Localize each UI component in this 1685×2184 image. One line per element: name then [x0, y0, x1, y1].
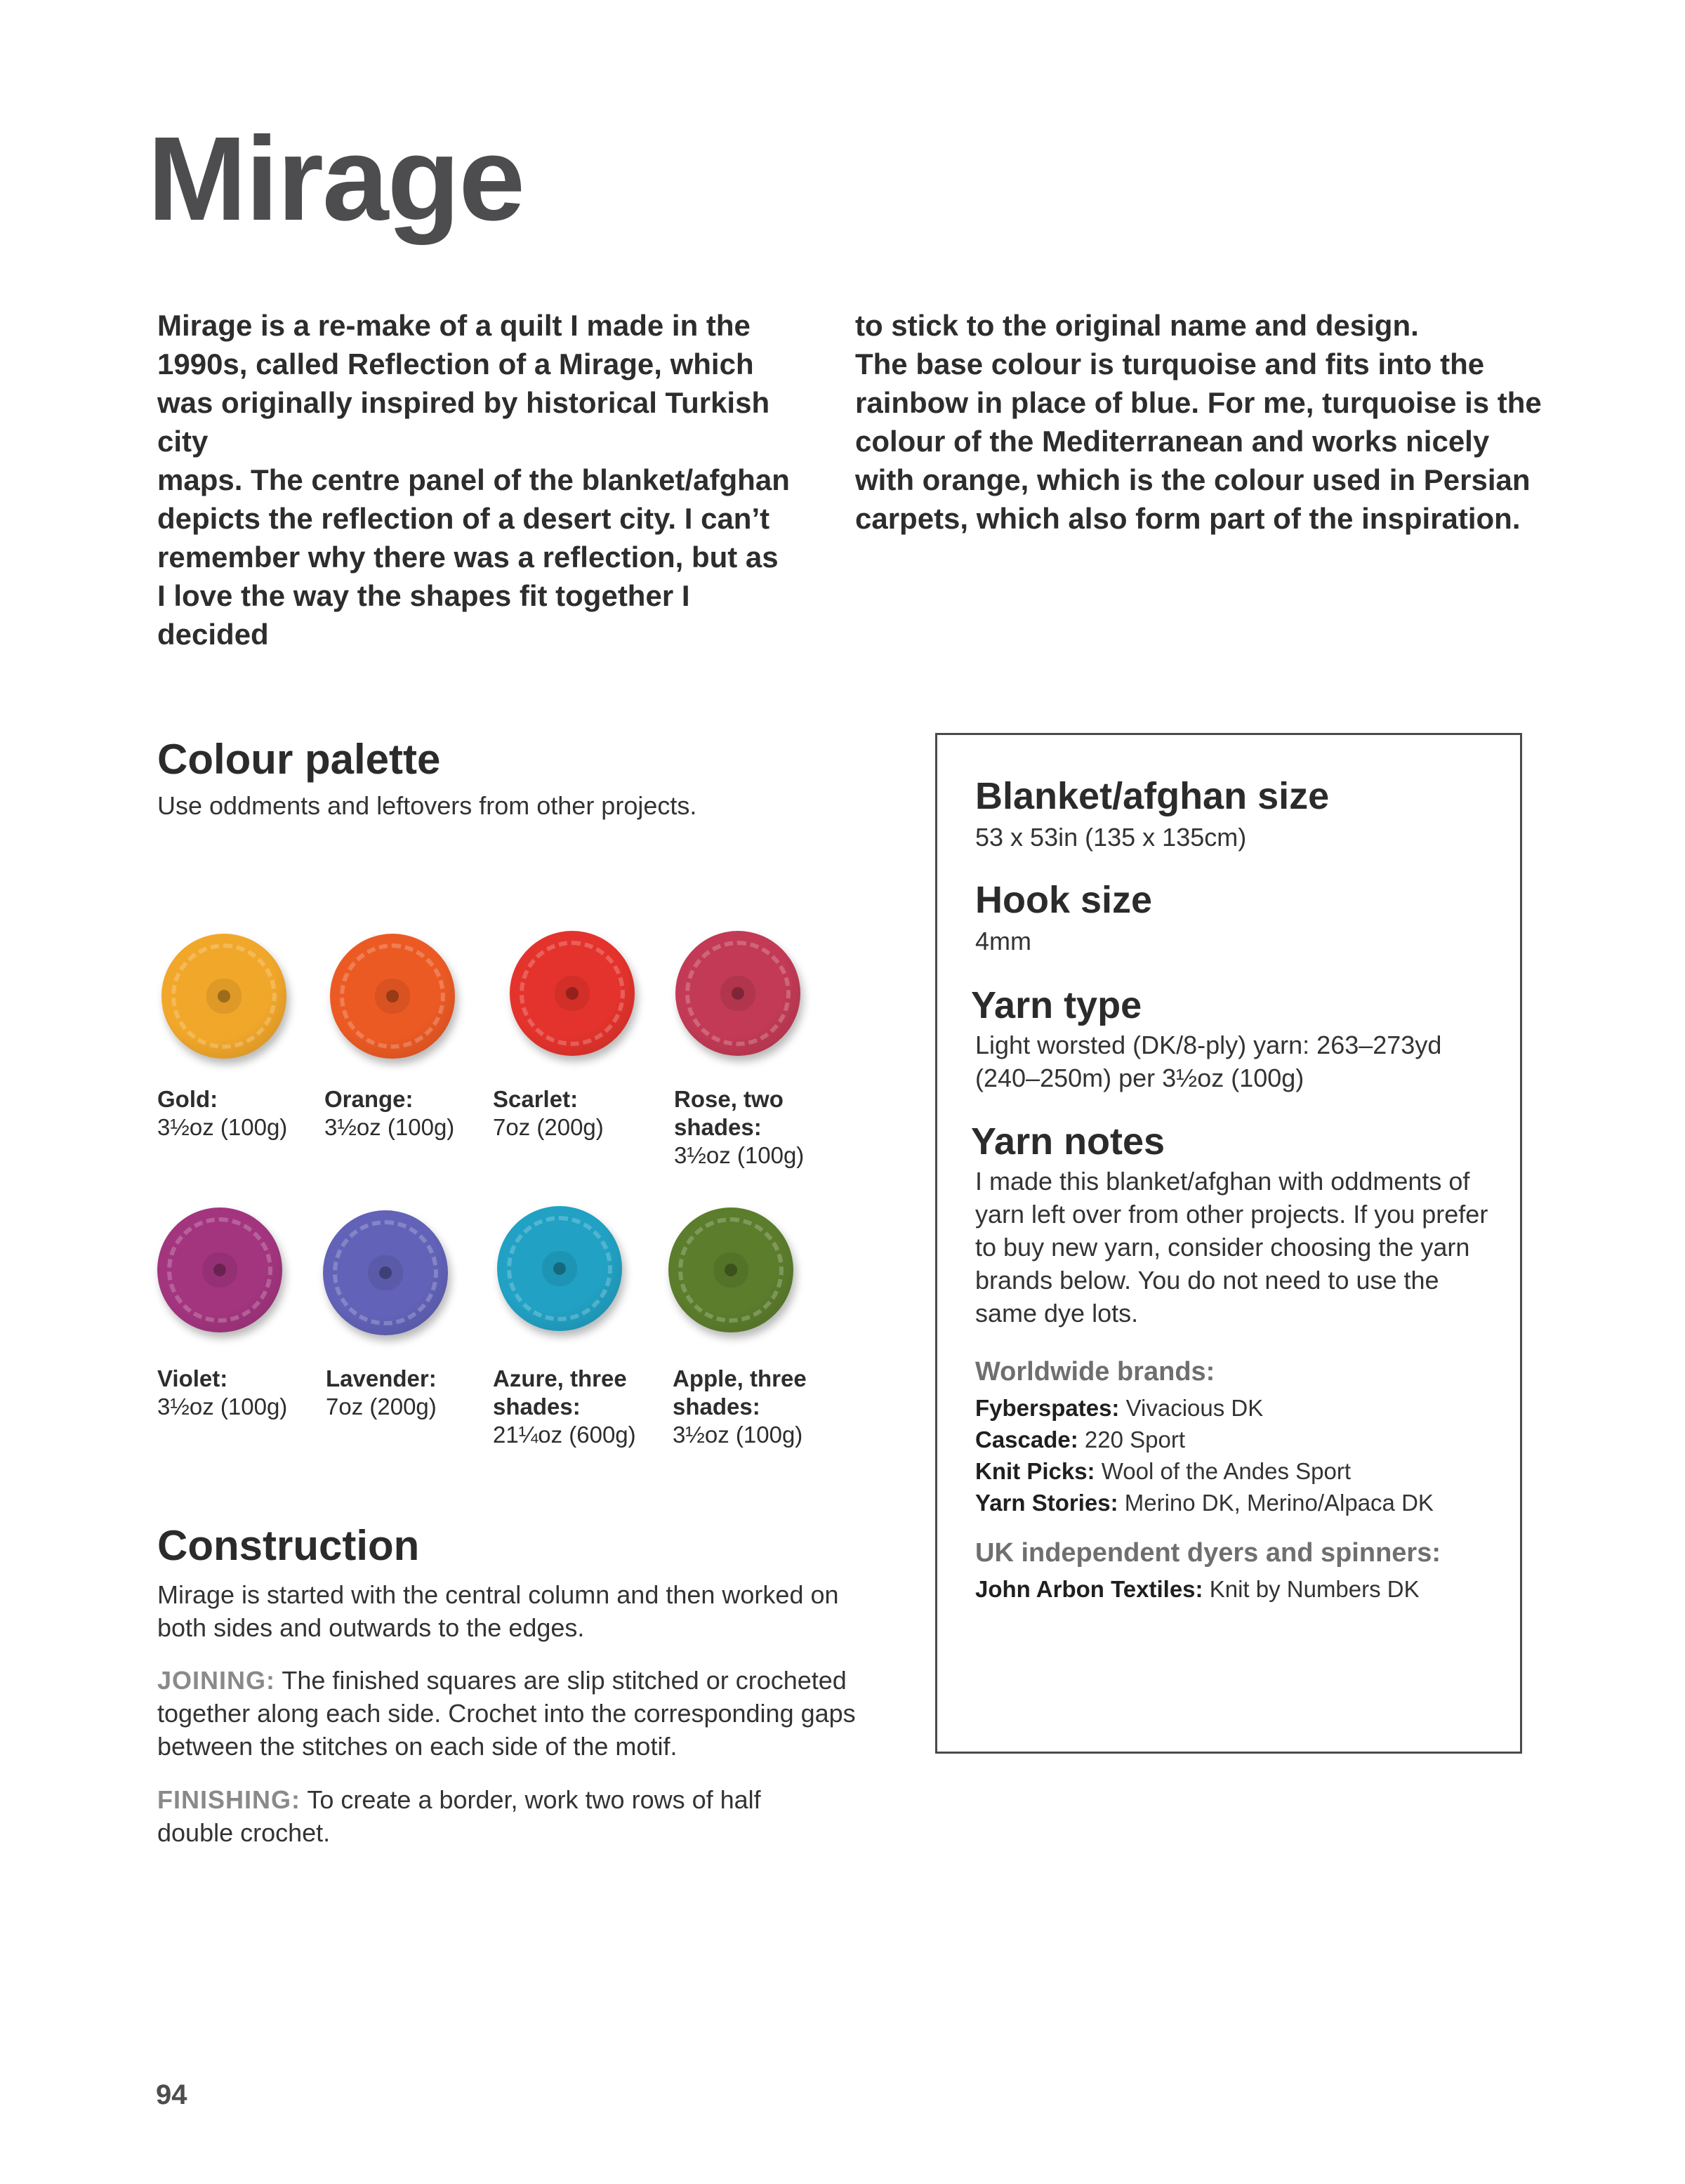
intro-line: was originally inspired by historical Turkish city — [157, 386, 770, 458]
swatch-label — [674, 1085, 814, 1170]
intro-line: Mirage is a re-make of a quilt I made in the — [157, 309, 751, 342]
swatch-quantity: 3½oz (100g) — [157, 1114, 288, 1140]
intro-line: rainbow in place of blue. For me, turquoise is the — [855, 386, 1542, 419]
intro-line: with orange, which is the colour used in Persian — [855, 463, 1531, 496]
brand-line — [975, 1573, 1509, 1605]
apple-yarn-swatch — [668, 1207, 793, 1332]
yarn-notes-value: I made this blanket/afghan with oddments of yarn left over from other projects. If you prefer to buy new yarn, consider choosing the yarn brands below. You do not need to use the same dye lots. — [975, 1167, 1488, 1328]
brand-yarn: Vivacious DK — [1125, 1395, 1264, 1421]
intro-line: maps. The centre panel of the blanket/afghan — [157, 463, 790, 496]
brand-line — [975, 1455, 1509, 1487]
brand-yarn: 220 Sport — [1084, 1427, 1186, 1452]
hook-size-section — [975, 881, 1509, 958]
page-title: Mirage — [147, 112, 524, 246]
brand-name: Fyberspates: — [975, 1395, 1120, 1421]
construction-heading: Construction — [157, 1522, 420, 1569]
intro-line: remember why there was a reflection, but as — [157, 541, 779, 574]
joining-text: The finished squares are slip stitched or crocheted together along each side. Crochet into the corresponding gaps between the stitches on each side of the motif. — [157, 1666, 856, 1761]
swatch-name: Lavender: — [326, 1365, 437, 1391]
swatch-label — [157, 1085, 305, 1141]
construction-text: Mirage is started with the central column and then worked on both sides and outwards to the edges. — [157, 1580, 839, 1642]
hook-size-value: 4mm — [975, 927, 1031, 955]
swatch-name: Gold: — [157, 1086, 218, 1112]
brand-name: John Arbon Textiles: — [975, 1576, 1203, 1602]
violet-yarn-swatch — [157, 1207, 282, 1332]
yarn-notes-heading: Yarn notes — [971, 1120, 1165, 1163]
finishing-label: FINISHING: — [157, 1785, 300, 1814]
joining-paragraph — [157, 1664, 887, 1763]
intro-line: The base colour is turquoise and fits into the — [855, 348, 1485, 380]
brand-line — [975, 1392, 1509, 1424]
uk-brands-section — [975, 1540, 1509, 1605]
intro-column-right — [855, 306, 1543, 538]
intro-line: to stick to the original name and design. — [855, 309, 1419, 342]
swatch-name: Violet: — [157, 1365, 228, 1391]
joining-label: JOINING: — [157, 1666, 276, 1695]
yarn-type-section — [971, 986, 1491, 1094]
brand-name: Cascade: — [975, 1427, 1078, 1452]
yarn-notes-section — [971, 1120, 1491, 1330]
swatch-name: Scarlet: — [493, 1086, 579, 1112]
swatch-quantity: 7oz (200g) — [326, 1394, 437, 1419]
swatch-label — [493, 1085, 640, 1141]
yarn-type-value: Light worsted (DK/8-ply) yarn: 263–273yd (240–250m) per 3½oz (100g) — [975, 1031, 1442, 1092]
brand-name: Yarn Stories: — [975, 1490, 1118, 1516]
intro-column-left — [157, 306, 803, 654]
blanket-size-value: 53 x 53in (135 x 135cm) — [975, 823, 1247, 852]
swatch-quantity: 7oz (200g) — [493, 1114, 604, 1140]
colour-palette-subtitle: Use oddments and leftovers from other projects. — [157, 791, 697, 820]
swatch-label — [673, 1365, 813, 1449]
swatch-name: Apple, three shades: — [673, 1365, 807, 1419]
swatch-name: Orange: — [324, 1086, 414, 1112]
intro-line: carpets, which also form part of the inspiration. — [855, 502, 1521, 535]
intro-line: depicts the reflection of a desert city. I can’t — [157, 502, 770, 535]
brand-line — [975, 1424, 1509, 1455]
swatch-label — [493, 1365, 640, 1449]
brand-yarn: Wool of the Andes Sport — [1101, 1458, 1352, 1484]
azure-yarn-swatch — [497, 1206, 622, 1331]
uk-brands-heading: UK independent dyers and spinners: — [975, 1538, 1441, 1568]
intro-line: I love the way the shapes fit together I decided — [157, 579, 690, 651]
brand-yarn: Knit by Numbers DK — [1209, 1576, 1420, 1602]
swatch-name: Rose, two shades: — [674, 1086, 784, 1140]
brand-name: Knit Picks: — [975, 1458, 1095, 1484]
lavender-yarn-swatch — [323, 1210, 448, 1335]
swatch-quantity: 3½oz (100g) — [157, 1394, 288, 1419]
swatch-label — [324, 1085, 472, 1141]
colour-palette-heading: Colour palette — [157, 736, 441, 783]
brand-line — [975, 1487, 1509, 1518]
intro-line: 1990s, called Reflection of a Mirage, which — [157, 348, 754, 380]
swatch-label — [157, 1365, 305, 1421]
finishing-paragraph — [157, 1783, 831, 1849]
swatch-quantity: 3½oz (100g) — [674, 1142, 805, 1168]
finishing-text: To create a border, work two rows of half double crochet. — [157, 1785, 761, 1847]
rose-yarn-swatch — [675, 931, 800, 1056]
orange-yarn-swatch — [330, 934, 455, 1059]
swatch-quantity: 21¼oz (600g) — [493, 1422, 636, 1448]
blanket-size-heading: Blanket/afghan size — [975, 775, 1330, 817]
worldwide-brands-heading: Worldwide brands: — [975, 1357, 1215, 1386]
worldwide-brands-section — [975, 1358, 1509, 1518]
swatch-quantity: 3½oz (100g) — [324, 1114, 455, 1140]
swatch-name: Azure, three shades: — [493, 1365, 627, 1419]
intro-line: colour of the Mediterranean and works nicely — [855, 425, 1490, 458]
swatch-quantity: 3½oz (100g) — [673, 1422, 803, 1448]
scarlet-yarn-swatch — [510, 931, 635, 1056]
swatch-label — [326, 1365, 473, 1421]
blanket-size-section — [975, 777, 1509, 854]
project-info-box — [935, 733, 1522, 1754]
hook-size-heading: Hook size — [975, 879, 1153, 921]
yarn-type-heading: Yarn type — [971, 984, 1142, 1026]
brand-yarn: Merino DK, Merino/Alpaca DK — [1124, 1490, 1434, 1516]
gold-yarn-swatch — [161, 934, 286, 1059]
page-number: 94 — [156, 2079, 187, 2110]
